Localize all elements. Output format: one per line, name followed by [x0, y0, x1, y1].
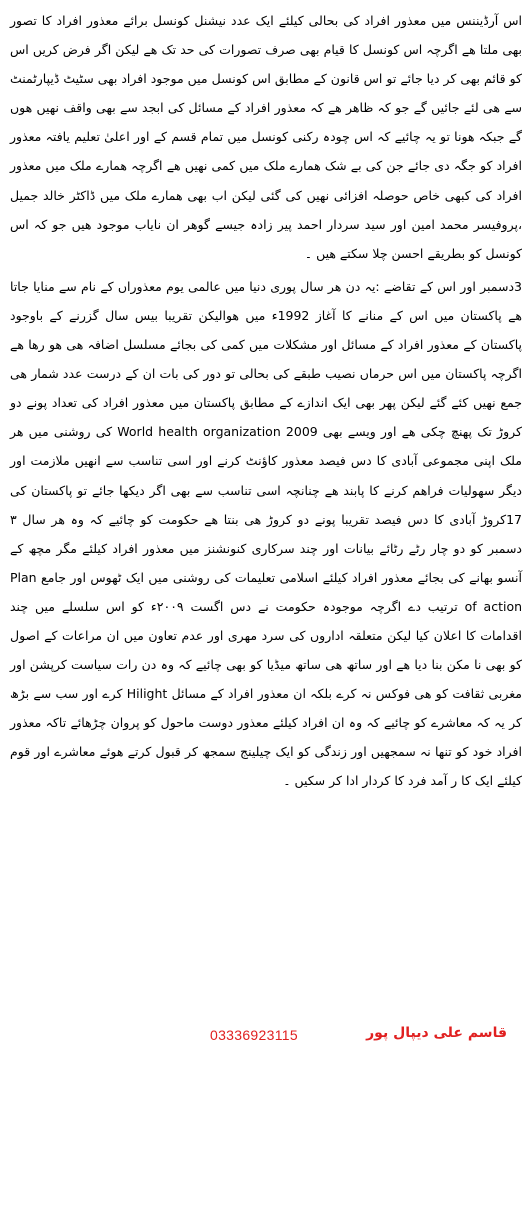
signature-row	[0, 1019, 529, 1059]
article-body	[10, 6, 522, 796]
phone-number: 03336923115	[210, 1027, 298, 1043]
author-name: قاسم علی دیپال پور	[366, 1025, 507, 1041]
paragraph-council: اس آرڈیننس میں معذور افراد کی بحالی کیلئے ایک عدد نیشنل کونسل برائے معذور افراد کا تصور بھی ملتا ھے اگرچہ اس کونسل کا قیام بھی صرف تصورات کی حد تک ھے لیکن اگر فرض کریں اس کو قائم بھی کر دیا جائے تو اس قانون کے مطابق اس کونسل میں موجود افراد بھی سٹیٹ ڈیپارٹمنٹ سے ھی لئے جائیں گے جو کہ ظاھر ھے کہ معذور افراد کے مسائل کی ابجد سے بھی واقف نھیں ھوں گے جبکہ ھونا تو یہ چائیے کہ اس چودہ رکنی کونسل میں تمام قسم کے اور اعلیٰ تعلیم یافتہ معذور افراد کو جگہ دی جائے جن کی بے شک ھمارے ملک میں کمی نھیں ھے اگرچہ ھمارے ملک میں معذور افراد کی کبھی خاص حوصلہ افزائی نھیں کی گئی لیکن اب بھی ھمارے ملک میں ڈاکٹر خالد جمیل ،پروفیسر محمد امین اور سید سردار احمد پیر زادہ جیسے گوھر ان نایاب موجود ھیں جو کہ اس کونسل کو بطریقے احسن چلا سکتے ھیں ۔	[10, 13, 522, 261]
paragraph-december-3: 3دسمبر اور اس کے تقاضے :یہ دن ھر سال پوری دنیا میں عالمی یوم معذوراں کے نام سے منایا جاتا ھے پاکستان میں اس کے منانے کا آغاز 1992ء میں ھوالیکن تقریبا بیس سال گزرنے کے باوجود پاکستان کے معذور افراد کے مسائل اور مشکلات میں کمی کی بجائے مسلسل اضافہ ھی ھو رھا ھے اگرچہ پاکستان میں اس حرماں نصیب طبقے کی بحالی تو دور کی بات ان کے درست عدد شمار ھی جمع نھیں کئے گئے لیکن پھر بھی ایک اندازے کے مطابق پاکستان میں معذور افراد کی تعداد پونے دو کروڑ تک پھنچ چکی ھے اور ویسے بھی World health organization 2009 کی روشنی میں ھر ملک اپنی مجموعی آبادی کا دس فیصد معذور کاؤنٹ کرنے اور اسی تناسب سے انھیں ملازمت اور دیگر سھولیات فراھم کرنے کا پابند ھے چنانچہ اسی تناسب سے بھی اگر دیکھا جائے تو پاکستان کی 17کروڑ آبادی کا دس فیصد تقریبا پونے دو کروڑ ھی بنتا ھے حکومت کو چائیے کہ وہ ھر سال ۳ دسمبر کو دو چار رٹے رٹائے بیانات اور چند سرکاری کنونشنز میں معذور افراد کیلئے مگر مچھ کے آنسو بھانے کی بجائے معذور افراد کیلئے اسلامی تعلیمات کی روشنی میں ایک ٹھوس اور جامع Plan of action ترتیب دے اگرچہ موجودہ حکومت نے دس اگست ۲۰۰۹ء کو اس سلسلے میں چند اقدامات کا اعلان کیا لیکن متعلقہ اداروں کی سرد مھری اور عدم تعاون میں ان مراعات کے اصول کو بھی نا مکن بنا دیا ھے اور ساتھ ھی ساتھ میڈیا کو بھی چائیے کہ وہ دن رات سیاست کرپشن اور مغربی ثقافت کو ھی فوکس نہ کرے بلکہ ان معذور افراد کے مسائل Hilight کرے اور سب سے بڑھ کر یہ کہ معاشرے کو چائیے کہ وہ ان افراد کیلئے معذور دوست ماحول کو پروان چڑھائے تاکہ معذور افراد خود کو تنھا نہ سمجھیں اور زندگی کو ایک چیلینج سمجھ کر قبول کرتے ھوئے معاشرے اور قوم کیلئے ایک کا ر آمد فرد کا کردار ادا کر سکیں ۔	[10, 278, 523, 789]
